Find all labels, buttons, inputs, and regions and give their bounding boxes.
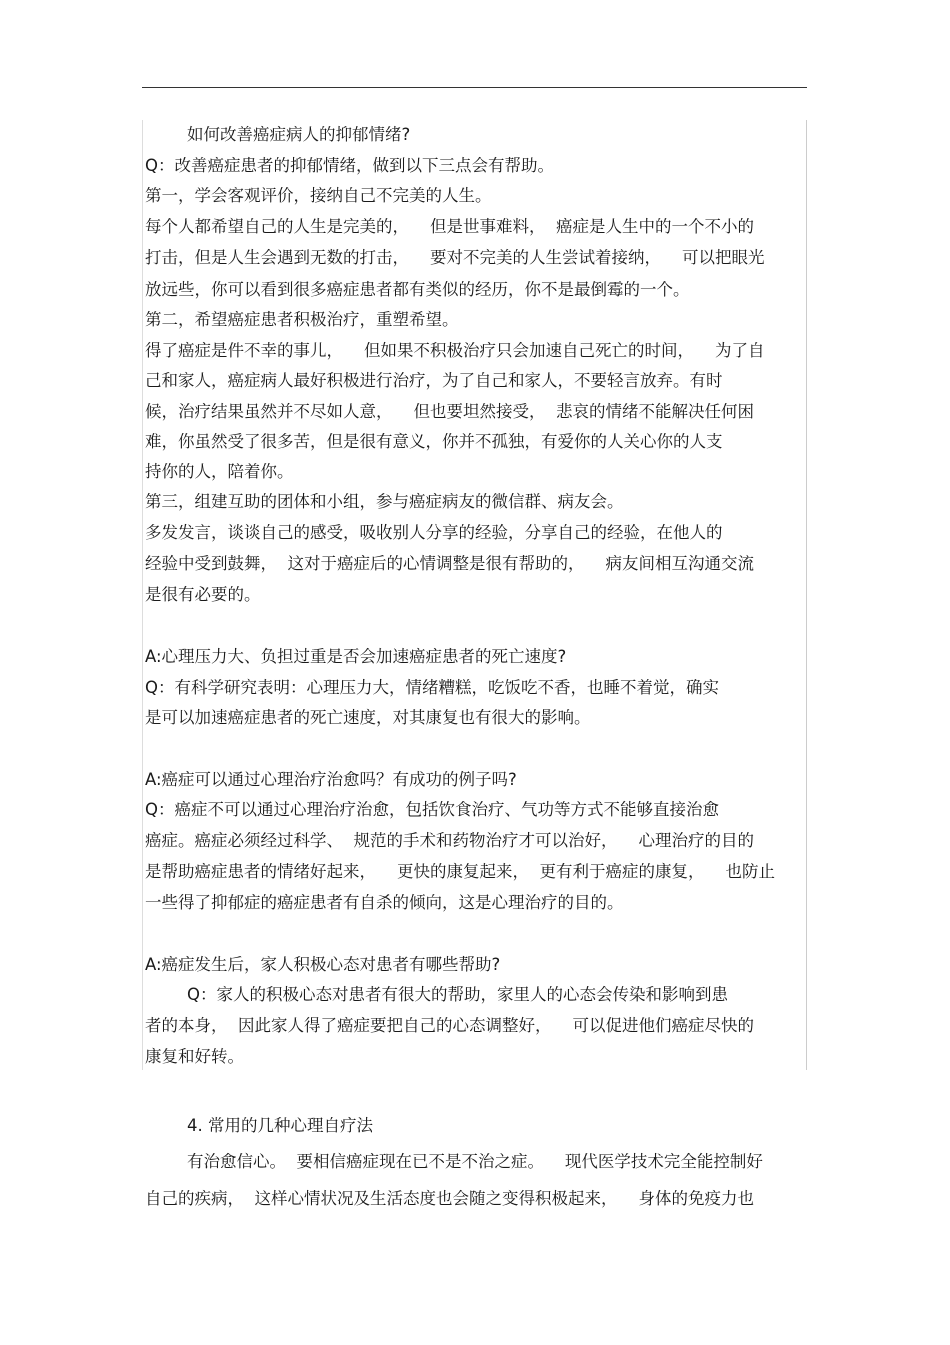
text-line: A:癌症可以通过心理治疗治愈吗？有成功的例子吗?: [145, 770, 517, 789]
text-line: 者的本身， 因此家人得了癌症要把自己的心态调整好， 可以促进他们癌症尽快的: [145, 1016, 754, 1035]
text-line: Q：家人的积极心态对患者有很大的帮助，家里人的心态会传染和影响到患: [145, 985, 728, 1004]
text-line: A:癌症发生后，家人积极心态对患者有哪些帮助?: [145, 955, 501, 974]
text-line: A:心理压力大、负担过重是否会加速癌症患者的死亡速度?: [145, 647, 567, 666]
text-line: Q：改善癌症患者的抑郁情绪，做到以下三点会有帮助。: [145, 156, 554, 175]
header-rule: [142, 87, 807, 88]
heading-question: 如何改善癌症病人的抑郁情绪?: [145, 125, 411, 144]
text-line: Q：癌症不可以通过心理治疗治愈，包括饮食治疗、气功等方式不能够直接治愈: [145, 800, 719, 819]
text-line: 得了癌症是件不幸的事儿， 但如果不积极治疗只会加速自己死亡的时间， 为了自: [145, 341, 765, 360]
text-line: 候，治疗结果虽然并不尽如人意， 但也要坦然接受， 悲哀的情绪不能解决任何困: [145, 402, 754, 421]
text-line: 持你的人，陪着你。: [145, 462, 294, 481]
text-line: 有治愈信心。 要相信癌症现在已不是不治之症。 现代医学技术完全能控制好: [145, 1152, 763, 1171]
right-margin-rule: [806, 120, 807, 1070]
text-line: 是可以加速癌症患者的死亡速度，对其康复也有很大的影响。: [145, 708, 591, 727]
text-line: 第一，学会客观评价，接纳自己不完美的人生。: [145, 186, 492, 205]
text-line: 康复和好转。: [145, 1047, 244, 1066]
text-line: Q：有科学研究表明：心理压力大，情绪糟糕，吃饭吃不香，也睡不着觉，确实: [145, 678, 719, 697]
text-line: 癌症。癌症必须经过科学、 规范的手术和药物治疗才可以治好， 心理治疗的目的: [145, 831, 754, 850]
text-line: 难，你虽然受了很多苦，但是很有意义，你并不孤独，有爱你的人关心你的人支: [145, 432, 723, 451]
text-line: 第二，希望癌症患者积极治疗，重塑希望。: [145, 310, 459, 329]
text-line: 多发发言，谈谈自己的感受，吸收别人分享的经验，分享自己的经验，在他人的: [145, 523, 723, 542]
text-line: 是帮助癌症患者的情绪好起来， 更快的康复起来， 更有利于癌症的康复， 也防止: [145, 862, 775, 881]
text-line: 是很有必要的。: [145, 585, 261, 604]
text-line: 自己的疾病， 这样心情状况及生活态度也会随之变得积极起来， 身体的免疫力也: [145, 1189, 754, 1208]
text-line: 每个人都希望自己的人生是完美的， 但是世事难料， 癌症是人生中的一个不小的: [145, 217, 754, 236]
left-margin-rule: [142, 120, 143, 1070]
text-line: 一些得了抑郁症的癌症患者有自杀的倾向，这是心理治疗的目的。: [145, 893, 624, 912]
text-line: 己和家人，癌症病人最好积极进行治疗，为了自己和家人，不要轻言放弃。有时: [145, 371, 723, 390]
text-line: 打击，但是人生会遇到无数的打击， 要对不完美的人生尝试着接纳， 可以把眼光: [145, 248, 765, 267]
text-line: 经验中受到鼓舞， 这对于癌症后的心情调整是很有帮助的， 病友间相互沟通交流: [145, 554, 754, 573]
text-line: 放远些，你可以看到很多癌症患者都有类似的经历，你不是最倒霉的一个。: [145, 280, 690, 299]
section-heading: 4. 常用的几种心理自疗法: [145, 1116, 373, 1135]
text-line: 第三，组建互助的团体和小组，参与癌症病友的微信群、病友会。: [145, 492, 624, 511]
